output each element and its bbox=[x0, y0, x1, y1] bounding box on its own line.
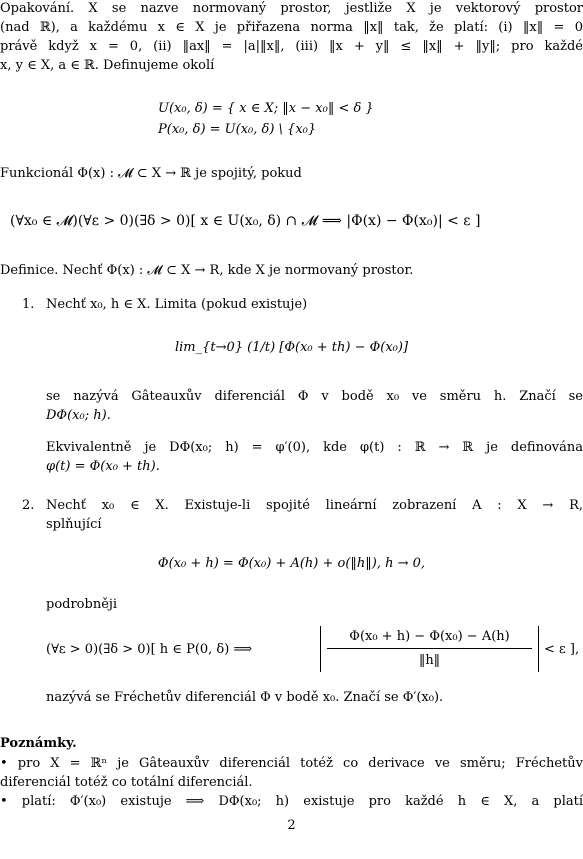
notes-line-3: • platí: Φ′(x₀) existuje ⟹ DΦ(x₀; h) existuje pro každé h ∈ X, a platí bbox=[0, 794, 583, 809]
recap-line-3: právě když x = 0, (ii) ‖ax‖ = |a|‖x‖, (iii) ‖x + y‖ ≤ ‖x‖ + ‖y‖; pro každé bbox=[0, 39, 583, 54]
abs-bar-left bbox=[320, 626, 323, 672]
item-1-line-2: se nazývá Gâteauxův diferenciál Φ v bodě x₀ ve směru h. Značí se bbox=[46, 389, 583, 404]
item-2-line-2: splňující bbox=[46, 517, 102, 532]
frechet-detail-left: (∀ε > 0)(∃δ > 0)[ h ∈ P(0, δ) ⟹ bbox=[46, 642, 253, 657]
definition-header: Definice. Nechť Φ(x) : 𝓜 ⊂ X → R, kde X je normovaný prostor. bbox=[0, 263, 414, 278]
item-2-number: 2. bbox=[22, 498, 35, 513]
continuity-intro: Funkcionál Φ(x) : 𝓜 ⊂ X → ℝ je spojitý, pokud bbox=[0, 166, 302, 181]
item-1-line-5: φ(t) = Φ(x₀ + th). bbox=[46, 459, 160, 474]
neighborhood-eq-u: U(x₀, δ) = { x ∈ X; ‖x − x₀‖ < δ } bbox=[158, 101, 374, 116]
notes-line-2: diferenciál totéž co totální diferenciál. bbox=[0, 775, 253, 790]
item-2-line-3: podrobněji bbox=[46, 597, 118, 612]
item-1-line-4: Ekvivalentně je DΦ(x₀; h) = φ′(0), kde φ(t) : ℝ → ℝ je definována bbox=[46, 440, 583, 455]
item-1-line-1: Nechť x₀, h ∈ X. Limita (pokud existuje) bbox=[46, 297, 308, 312]
neighborhood-eq-p: P(x₀, δ) = U(x₀, δ) \ {x₀} bbox=[158, 122, 317, 137]
item-2-line-4: nazývá se Fréchetův diferenciál Φ v bodě x₀. Značí se Φ′(x₀). bbox=[46, 690, 444, 705]
page-number: 2 bbox=[287, 818, 296, 833]
item-2-line-1: Nechť x₀ ∈ X. Existuje-li spojité lineární zobrazení A : X → R, bbox=[46, 498, 583, 513]
frechet-fraction-numerator: Φ(x₀ + h) − Φ(x₀) − A(h) bbox=[349, 629, 510, 644]
item-1-number: 1. bbox=[22, 297, 35, 312]
gateaux-limit-formula: lim_{t→0} (1/t) [Φ(x₀ + th) − Φ(x₀)] bbox=[174, 340, 409, 355]
fraction-bar bbox=[327, 648, 532, 649]
frechet-fraction-denominator: ‖h‖ bbox=[418, 653, 441, 668]
notes-header: Poznámky. bbox=[0, 736, 77, 751]
item-1-line-3: DΦ(x₀; h). bbox=[46, 408, 111, 423]
recap-line-4: x, y ∈ X, a ∈ ℝ. Definujeme okolí bbox=[0, 58, 215, 73]
continuity-formula: (∀x₀ ∈ 𝓜)(∀ε > 0)(∃δ > 0)[ x ∈ U(x₀, δ) ∩ 𝓜 ⟹ |Φ(x) − Φ(x₀)| < ε ] bbox=[10, 213, 481, 229]
abs-bar-right bbox=[538, 626, 541, 672]
recap-line-2: (nad ℝ), a každému x ∈ X je přiřazena norma ‖x‖ tak, že platí: (i) ‖x‖ = 0 bbox=[0, 20, 583, 35]
frechet-expansion-formula: Φ(x₀ + h) = Φ(x₀) + A(h) + o(‖h‖), h → 0, bbox=[157, 556, 426, 571]
frechet-detail-right: < ε ], bbox=[544, 642, 580, 657]
notes-line-1: • pro X = ℝⁿ je Gâteauxův diferenciál totéž co derivace ve směru; Fréchetův bbox=[0, 756, 583, 771]
recap-line-1: Opakování. X se nazve normovaný prostor, jestliže X je vektorový prostor bbox=[0, 1, 583, 16]
